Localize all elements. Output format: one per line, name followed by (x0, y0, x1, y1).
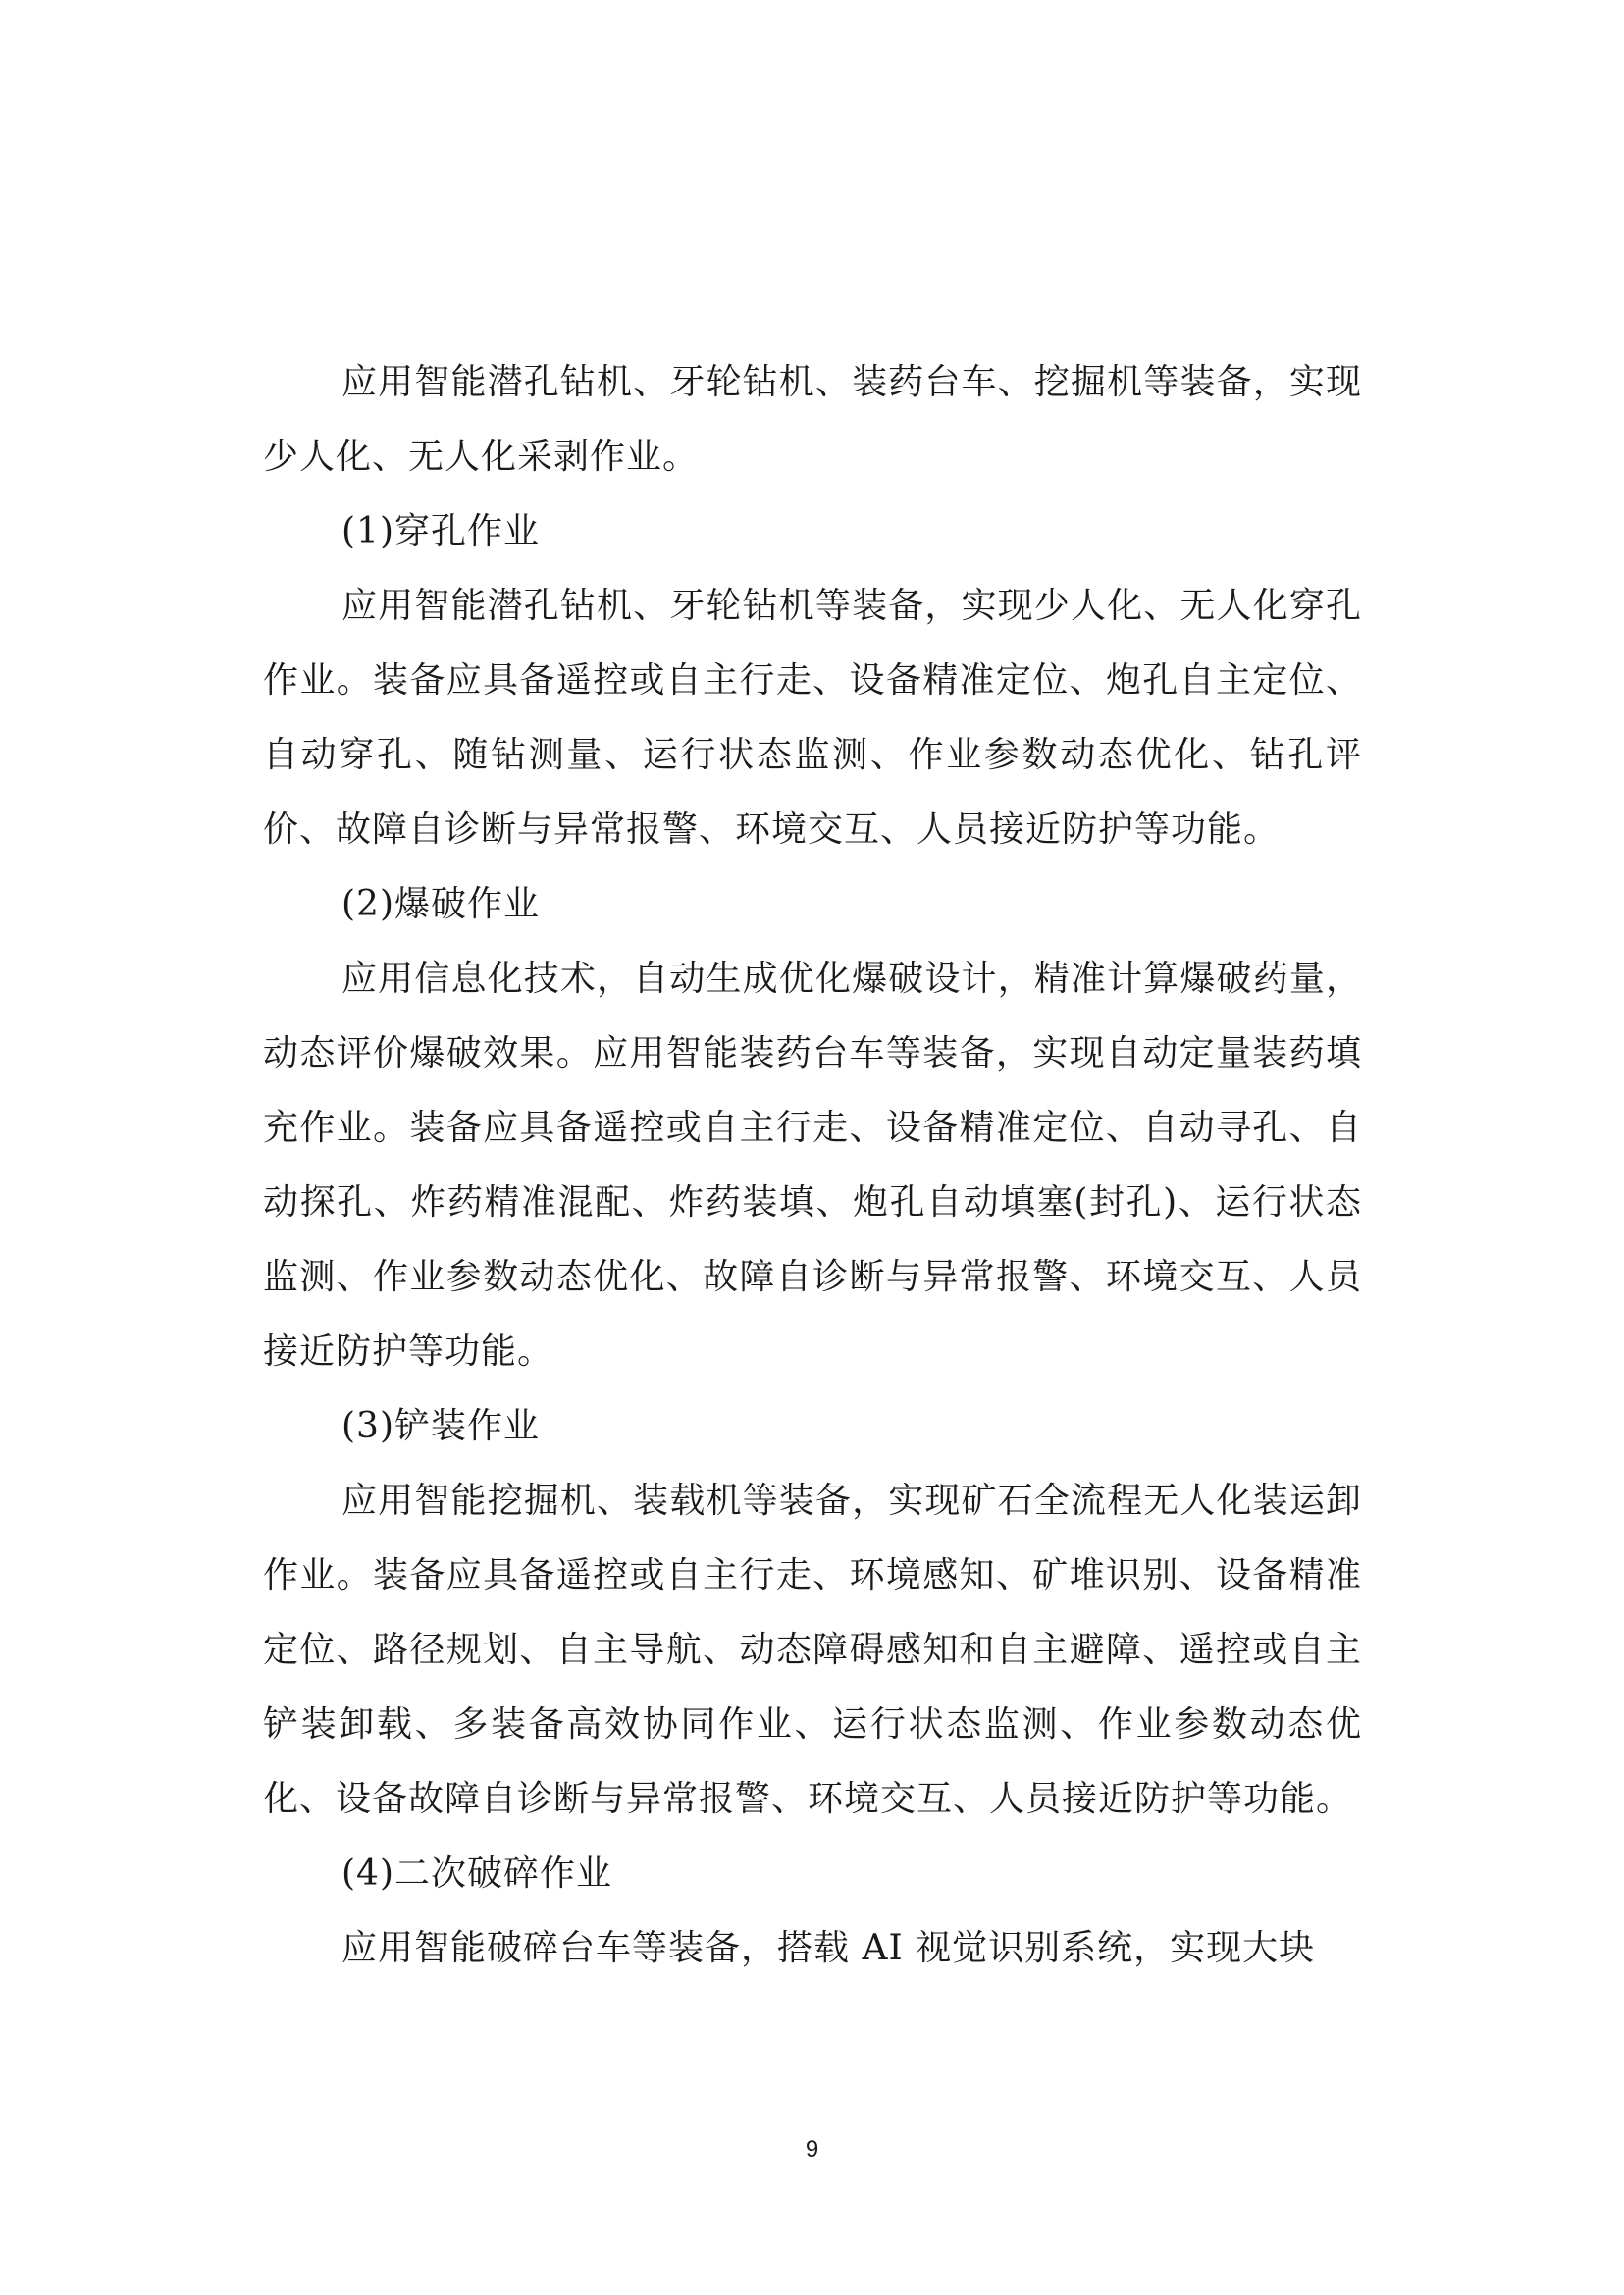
secondary-crushing-paragraph: 应用智能破碎台车等装备，搭载 AI 视觉识别系统，实现大块 (341, 1928, 1316, 1968)
page-number: 9 (805, 2136, 819, 2163)
document-body (263, 345, 1362, 1986)
section-heading-blasting: (2)爆破作业 (341, 884, 540, 924)
section-heading-drilling: (1)穿孔作业 (341, 511, 540, 551)
loading-paragraph: 应用智能挖掘机、装载机等装备，实现矿石全流程无人化装运卸作业。装备应具备遥控或自主行走、环境感知、矿堆识别、设备精准定位、路径规划、自主导航、动态障碍感知和自主避障、遥控或自主铲装卸载、多装备高效协同作业、运行状态监测、作业参数动态优化、设备故障自诊断与异常报警、环境交互、人员接近防护等功能。 (263, 1481, 1362, 1819)
intro-paragraph: 应用智能潜孔钻机、牙轮钻机、装药台车、挖掘机等装备，实现少人化、无人化采剥作业。 (263, 362, 1362, 477)
drilling-paragraph: 应用智能潜孔钻机、牙轮钻机等装备，实现少人化、无人化穿孔作业。装备应具备遥控或自主行走、设备精准定位、炮孔自主定位、自动穿孔、随钻测量、运行状态监测、作业参数动态优化、钻孔评价、故障自诊断与异常报警、环境交互、人员接近防护等功能。 (263, 586, 1362, 850)
blasting-paragraph: 应用信息化技术，自动生成优化爆破设计，精准计算爆破药量，动态评价爆破效果。应用智能装药台车等装备，实现自动定量装药填充作业。装备应具备遥控或自主行走、设备精准定位、自动寻孔、自动探孔、炸药精准混配、炸药装填、炮孔自动填塞(封孔)、运行状态监测、作业参数动态优化、故障自诊断与异常报警、环境交互、人员接近防护等功能。 (263, 959, 1362, 1372)
section-heading-loading: (3)铲装作业 (341, 1406, 540, 1446)
section-heading-secondary-crushing: (4)二次破碎作业 (341, 1853, 612, 1894)
